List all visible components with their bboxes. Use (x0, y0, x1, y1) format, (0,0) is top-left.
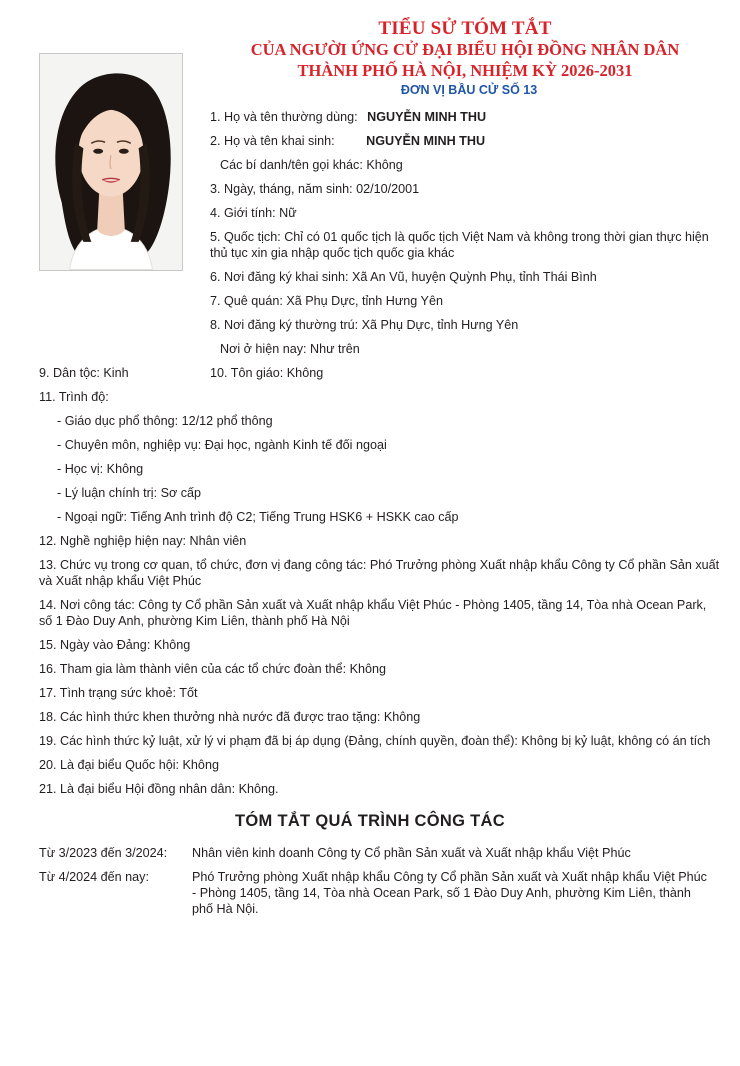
item-11-general-education: - Giáo dục phổ thông: 12/12 phổ thông (57, 414, 273, 428)
item-1-label: 1. Họ và tên thường dùng: (210, 110, 358, 124)
item-9-ethnicity: 9. Dân tộc: Kinh (39, 366, 129, 380)
document-subtitle-line2: THÀNH PHỐ HÀ NỘI, NHIỆM KỲ 2026-2031 (297, 61, 633, 80)
item-1-value: NGUYỄN MINH THU (367, 110, 487, 124)
item-1-common-name (210, 109, 486, 125)
work-row-2-period: Từ 4/2024 đến nay: (39, 870, 149, 884)
item-12-occupation: 12. Nghề nghiệp hiện nay: Nhân viên (39, 534, 247, 548)
item-8-permanent-residence: 8. Nơi đăng ký thường trú: Xã Phụ Dực, tỉnh Hưng Yên (210, 318, 519, 332)
item-11-degree: - Học vị: Không (57, 462, 144, 476)
item-10-religion: 10. Tôn giáo: Không (210, 366, 324, 380)
work-history-title: TÓM TẮT QUÁ TRÌNH CÔNG TÁC (235, 812, 505, 830)
item-2-label: 2. Họ và tên khai sinh: (210, 134, 335, 148)
work-row-1-description: Nhân viên kinh doanh Công ty Cổ phần Sản xuất và Xuất nhập khẩu Việt Phúc (192, 846, 631, 860)
item-19-discipline: 19. Các hình thức kỷ luật, xử lý vi phạm đã bị áp dụng (Đảng, chính quyền, đoàn thể): Không bị kỷ luật, không có án tích (39, 734, 711, 748)
item-21-peoples-council: 21. Là đại biểu Hội đồng nhân dân: Không. (39, 782, 279, 796)
document-title: TIỂU SỬ TÓM TẮT (378, 18, 552, 39)
portrait-image (40, 54, 182, 270)
item-13-position-line1: 13. Chức vụ trong cơ quan, tổ chức, đơn vị đang công tác: Phó Trưởng phòng Xuất nhập khẩu Công ty Cổ phần Sản xuất (39, 558, 720, 572)
item-13-position-line2: và Xuất nhập khẩu Việt Phúc (39, 574, 202, 588)
item-7-hometown: 7. Quê quán: Xã Phụ Dực, tỉnh Hưng Yên (210, 294, 443, 308)
item-15-party-admission: 15. Ngày vào Đảng: Không (39, 638, 191, 652)
document-subtitle-line1: CỦA NGƯỜI ỨNG CỬ ĐẠI BIỂU HỘI ĐỒNG NHÂN DÂN (250, 40, 680, 59)
item-2-value: NGUYỄN MINH THU (366, 134, 486, 148)
electoral-unit: ĐƠN VỊ BẦU CỬ SỐ 13 (400, 83, 538, 97)
item-11-foreign-languages: - Ngoại ngữ: Tiếng Anh trình độ C2; Tiếng Trung HSK6 + HSKK cao cấp (57, 510, 459, 524)
candidate-photo (39, 53, 183, 271)
item-14-workplace-line2: số 1 Đào Duy Anh, phường Kim Liên, thành phố Hà Nội (39, 614, 350, 628)
current-address: Nơi ở hiện nay: Như trên (220, 342, 360, 356)
work-row-1-period: Từ 3/2023 đến 3/2024: (39, 846, 168, 860)
item-14-workplace-line1: 14. Nơi công tác: Công ty Cổ phần Sản xuất và Xuất nhập khẩu Việt Phúc - Phòng 1405, tầng 14, Tòa nhà Ocean Park, (39, 598, 707, 612)
item-2-birth-name (210, 133, 485, 149)
item-20-national-assembly: 20. Là đại biểu Quốc hội: Không (39, 758, 219, 772)
item-18-awards: 18. Các hình thức khen thưởng nhà nước đã được trao tặng: Không (39, 710, 421, 724)
item-11-political-theory: - Lý luận chính trị: Sơ cấp (57, 486, 202, 500)
item-11-qualifications: 11. Trình độ: (39, 390, 109, 404)
item-11-specialization: - Chuyên môn, nghiệp vụ: Đại học, ngành Kinh tế đối ngoại (57, 438, 387, 452)
item-4-gender: 4. Giới tính: Nữ (210, 206, 297, 220)
aliases: Các bí danh/tên gọi khác: Không (220, 158, 403, 172)
item-3-date-of-birth: 3. Ngày, tháng, năm sinh: 02/10/2001 (210, 182, 420, 196)
item-5-nationality-line1: 5. Quốc tịch: Chỉ có 01 quốc tịch là quốc tịch Việt Nam và không trong thời gian thực hiện (210, 230, 709, 244)
work-row-2-description: Phó Trưởng phòng Xuất nhập khẩu Công ty Cổ phần Sản xuất và Xuất nhập khẩu Việt Phúc - Phòng 1405, tầng 14, Tòa nhà Ocean Park, số 1 Đào Duy Anh, phường Kim Liên, thành phố Hà Nội. (192, 870, 707, 916)
item-17-health: 17. Tình trạng sức khoẻ: Tốt (39, 686, 198, 700)
item-5-nationality-line2: thủ tục xin gia nhập quốc tịch quốc gia khác (210, 246, 455, 260)
item-6-birth-registration: 6. Nơi đăng ký khai sinh: Xã An Vũ, huyện Quỳnh Phụ, tỉnh Thái Bình (210, 270, 597, 284)
item-16-organizations: 16. Tham gia làm thành viên của các tổ chức đoàn thể: Không (39, 662, 387, 676)
